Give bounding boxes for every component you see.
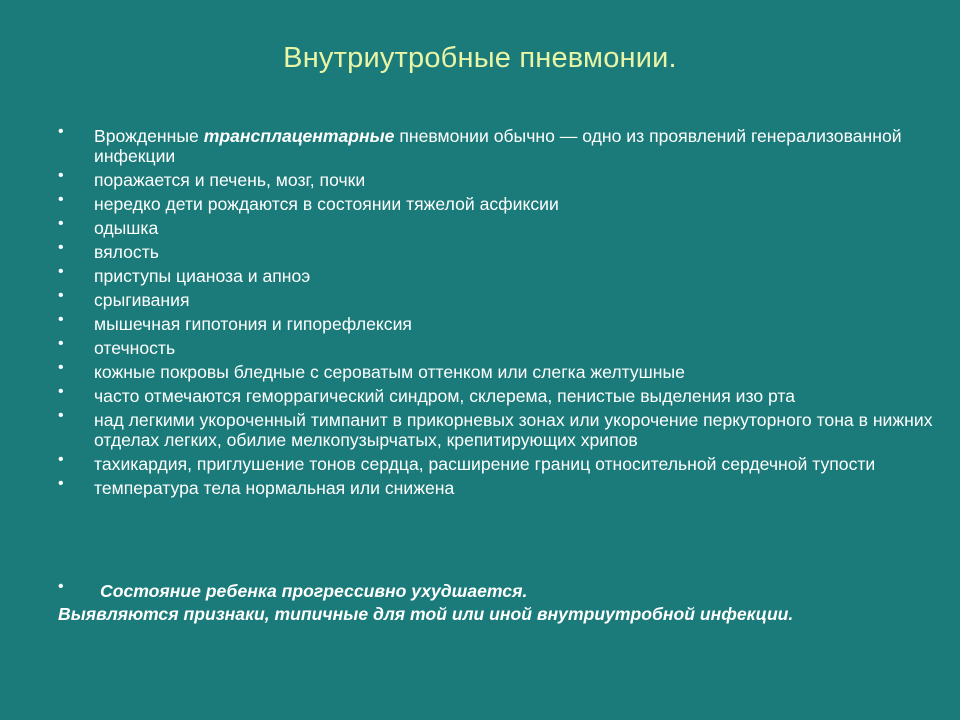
list-item-text-suffix: пневмонии обычно — одно из проявлений генерализованной инфекции: [94, 126, 902, 166]
bullet-icon: •: [58, 287, 64, 304]
bullet-icon: •: [58, 578, 64, 595]
list-item-text: мышечная гипотония и гипорефлексия: [94, 314, 412, 334]
list-item: [58, 123, 948, 166]
list-item-text-prefix: Врожденные: [94, 126, 204, 146]
summary-line-2: Выявляются признаки, типичные для той или иной внутриутробной инфекции.: [58, 604, 794, 624]
list-item-text: тахикардия, приглушение тонов сердца, расширение границ относительной сердечной тупости: [94, 454, 876, 474]
list-item-text: поражается и печень, мозг, почки: [94, 170, 366, 190]
list-item-text: часто отмечаются геморрагический синдром, склерема, пенистые выделения изо рта: [94, 386, 796, 406]
list-item-text: отечность: [94, 338, 176, 358]
list-item: [58, 191, 948, 214]
bullet-icon: •: [58, 191, 64, 208]
bullet-icon: •: [58, 335, 64, 352]
list-item: [58, 215, 948, 238]
list-item-text: вялость: [94, 242, 159, 262]
bullet-icon: •: [58, 239, 64, 256]
list-item-text: одышка: [94, 218, 159, 238]
list-item: [58, 383, 948, 406]
list-item: [58, 335, 948, 358]
list-item: [58, 287, 948, 310]
list-item: [58, 451, 948, 474]
list-item-emphasis: трансплацентарные: [203, 126, 395, 146]
bullet-icon: •: [58, 263, 64, 280]
bullet-icon: •: [58, 407, 64, 424]
summary-line-1-text: Состояние ребенка прогрессивно ухудшается.: [100, 581, 528, 601]
list-item: [58, 239, 948, 262]
summary-line-1: [58, 580, 958, 603]
list-item: [58, 311, 948, 334]
bullet-icon: •: [58, 383, 64, 400]
bullet-list: [58, 123, 948, 502]
list-item-text: срыгивания: [94, 290, 190, 310]
bullet-icon: •: [58, 123, 64, 140]
list-item-text: температура тела нормальная или снижена: [94, 478, 455, 498]
bullet-icon: •: [58, 215, 64, 232]
list-item-text: кожные покровы бледные с сероватым оттенком или слегка желтушные: [94, 362, 685, 382]
summary-block: [58, 580, 958, 626]
bullet-icon: •: [58, 451, 64, 468]
list-item-text: приступы цианоза и апноэ: [94, 266, 311, 286]
list-item-text: над легкими укороченный тимпанит в прикорневых зонах или укорочение перкуторного тона в нижних отделах легких, обилие мелкопузырчатых, крепитирующих хрипов: [94, 410, 933, 450]
bullet-icon: •: [58, 311, 64, 328]
list-item: [58, 475, 948, 498]
bullet-icon: •: [58, 359, 64, 376]
list-item: [58, 263, 948, 286]
bullet-icon: •: [58, 167, 64, 184]
slide-title: Внутриутробные пневмонии.: [283, 42, 677, 74]
list-item: [58, 167, 948, 190]
list-item: [58, 407, 948, 450]
list-item-text: нередко дети рождаются в состоянии тяжелой асфиксии: [94, 194, 559, 214]
bullet-icon: •: [58, 475, 64, 492]
list-item: [58, 359, 948, 382]
